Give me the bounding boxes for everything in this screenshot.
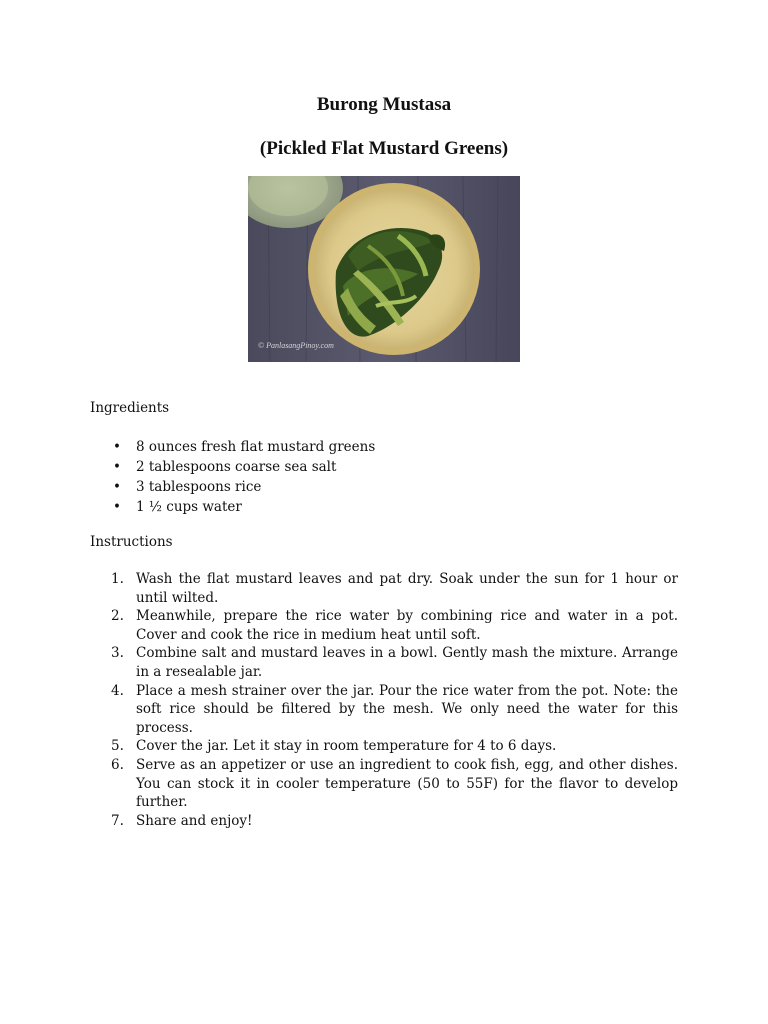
list-item [90,644,678,681]
ingredient-text: 1 ½ cups water [136,499,242,515]
step-number: 2. [111,608,124,625]
recipe-subtitle: (Pickled Flat Mustard Greens) [259,138,509,159]
recipe-photo [248,176,520,362]
step-number: 3. [111,645,124,662]
list-item [90,812,678,831]
instructions-heading: Instructions [90,534,173,550]
list-item [90,737,678,756]
list-item [90,497,680,517]
ingredient-text: 3 tablespoons rice [136,479,262,495]
pickled-greens-bowl-image [248,176,520,362]
step-text: Meanwhile, prepare the rice water by combining rice and water in a pot. Cover and cook the rice in medium heat until soft. [136,608,678,643]
ingredients-list [90,437,680,517]
recipe-title: Burong Mustasa [316,94,452,115]
list-item [90,437,680,457]
step-number: 5. [111,738,124,755]
bullet-icon: • [113,459,121,475]
list-item [90,756,678,812]
bullet-icon: • [113,499,121,515]
step-text: Serve as an appetizer or use an ingredient to cook fish, egg, and other dishes. You can stock it in cooler temperature (50 to 55F) for the flavor to develop further. [136,756,678,811]
step-number: 4. [111,682,124,699]
step-text: Share and enjoy! [136,812,253,829]
ingredient-text: 8 ounces fresh flat mustard greens [136,439,376,455]
step-text: Cover the jar. Let it stay in room temperature for 4 to 6 days. [136,738,557,755]
instructions-list [90,570,678,830]
step-text: Wash the flat mustard leaves and pat dry. Soak under the sun for 1 hour or until wilted. [136,571,678,606]
step-text: Place a mesh strainer over the jar. Pour the rice water from the pot. Note: the soft rice should be filtered by the mesh. We only need the water for this process. [136,682,678,736]
step-number: 6. [111,756,124,773]
list-item [90,477,680,497]
bullet-icon: • [113,439,121,455]
photo-watermark: © PanlasangPinoy.com [258,341,334,350]
list-item [90,607,678,644]
step-text: Combine salt and mustard leaves in a bowl. Gently mash the mixture. Arrange in a resealable jar. [136,645,678,680]
list-item [90,570,678,607]
bullet-icon: • [113,479,121,495]
step-number: 7. [111,812,124,829]
list-item [90,682,678,738]
ingredients-heading: Ingredients [90,400,170,416]
step-number: 1. [111,571,124,587]
ingredient-text: 2 tablespoons coarse sea salt [136,459,337,475]
list-item [90,457,680,477]
